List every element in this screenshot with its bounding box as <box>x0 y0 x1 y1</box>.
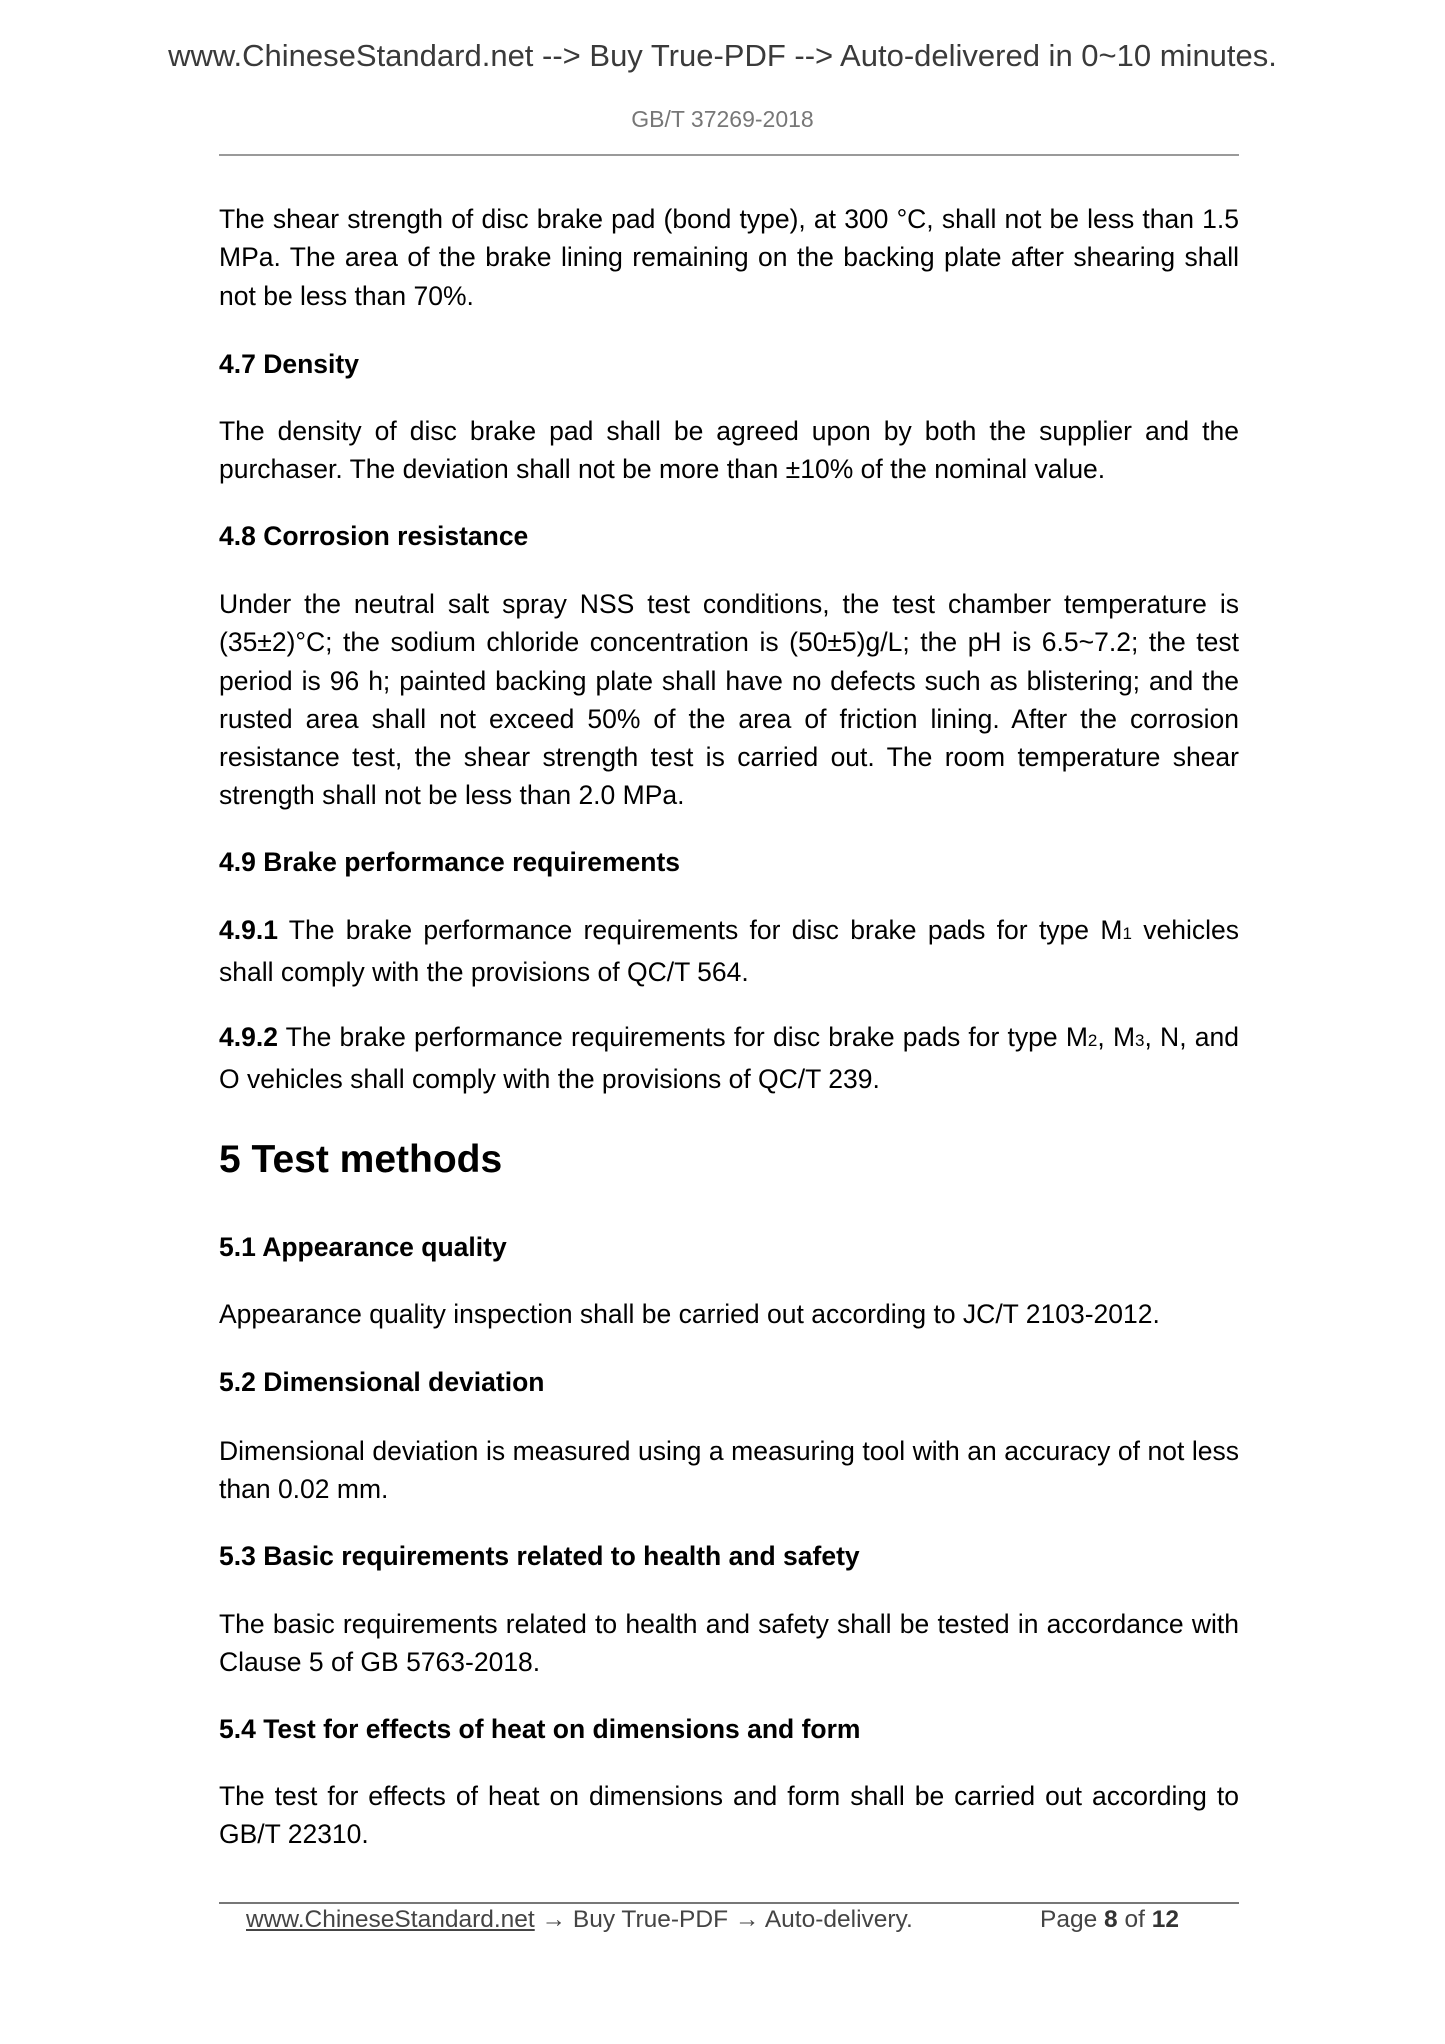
clause-text: , M <box>1097 1022 1136 1052</box>
heading-5: 5 Test methods <box>219 1138 503 1181</box>
heading-5-2: 5.2 Dimensional deviation <box>219 1367 545 1397</box>
footer-text: → Buy True-PDF → Auto-delivery. <box>534 1906 913 1933</box>
page-label: Page <box>1040 1906 1098 1933</box>
clause-text: vehicles shall comply with the provisions of QC/T 564. <box>219 915 1239 988</box>
page-current: 8 <box>1104 1906 1118 1933</box>
paragraph-density: The density of disc brake pad shall be agreed upon by both the supplier and the purchaser. The deviation shall not be more than ±10% of the nominal value. <box>219 416 1239 485</box>
footer <box>246 1906 913 1934</box>
paragraph-corrosion: Under the neutral salt spray NSS test conditions, the test chamber temperature is (35±2)°C; the sodium chloride concentration is (50±5)g/L; the pH is 6.5~7.2; the test period is 96 h; painted backing plate shall have no defects such as blistering; and the rusted area shall not exceed 50% of the area of friction lining. After the corrosion resistance test, the shear strength test is carried out. The room temperature shear strength shall not be less than 2.0 MPa. <box>219 589 1239 811</box>
paragraph-heat-effects: The test for effects of heat on dimensions and form shall be carried out according to GB/T 22310. <box>219 1781 1239 1850</box>
footer-link[interactable]: www.ChineseStandard.net <box>246 1906 535 1933</box>
paragraph-shear-strength: The shear strength of disc brake pad (bond type), at 300 °C, shall not be less than 1.5 MPa. The area of the brake lining remaining on the backing plate after shearing shall not be less than 70%. <box>219 204 1239 311</box>
clause-text: The brake performance requirements for disc brake pads for type M <box>277 915 1123 945</box>
clause-text: The brake performance requirements for disc brake pads for type M <box>277 1022 1088 1052</box>
subscript: 3 <box>1135 1031 1145 1050</box>
heading-4-8: 4.8 Corrosion resistance <box>219 521 529 551</box>
paragraph-4-9-2 <box>219 1018 1239 1099</box>
heading-4-9: 4.9 Brake performance requirements <box>219 847 681 877</box>
paragraph-appearance: Appearance quality inspection shall be carried out according to JC/T 2103-2012. <box>219 1299 1160 1329</box>
page-number <box>1040 1906 1179 1934</box>
heading-4-7: 4.7 Density <box>219 349 359 379</box>
paragraph-4-9-1 <box>219 911 1239 992</box>
subscript: 1 <box>1122 924 1132 943</box>
standard-code: GB/T 37269-2018 <box>631 106 814 132</box>
header-divider <box>219 154 1239 156</box>
heading-5-4: 5.4 Test for effects of heat on dimensions and form <box>219 1714 861 1744</box>
heading-5-1: 5.1 Appearance quality <box>219 1232 507 1262</box>
top-banner: www.ChineseStandard.net --> Buy True-PDF --> Auto-delivered in 0~10 minutes. <box>168 38 1277 73</box>
paragraph-health-safety: The basic requirements related to health and safety shall be tested in accordance with Clause 5 of GB 5763-2018. <box>219 1609 1239 1678</box>
page-total: 12 <box>1151 1906 1179 1933</box>
clause-text: , N, and O vehicles shall comply with the provisions of QC/T 239. <box>219 1022 1239 1095</box>
footer-divider <box>219 1902 1239 1904</box>
heading-5-3: 5.3 Basic requirements related to health and safety <box>219 1541 860 1571</box>
clause-number: 4.9.2 <box>219 1022 278 1052</box>
clause-number: 4.9.1 <box>219 915 278 945</box>
of-label: of <box>1124 1906 1145 1933</box>
paragraph-dimensional: Dimensional deviation is measured using a measuring tool with an accuracy of not less than 0.02 mm. <box>219 1436 1239 1505</box>
subscript: 2 <box>1087 1031 1098 1050</box>
